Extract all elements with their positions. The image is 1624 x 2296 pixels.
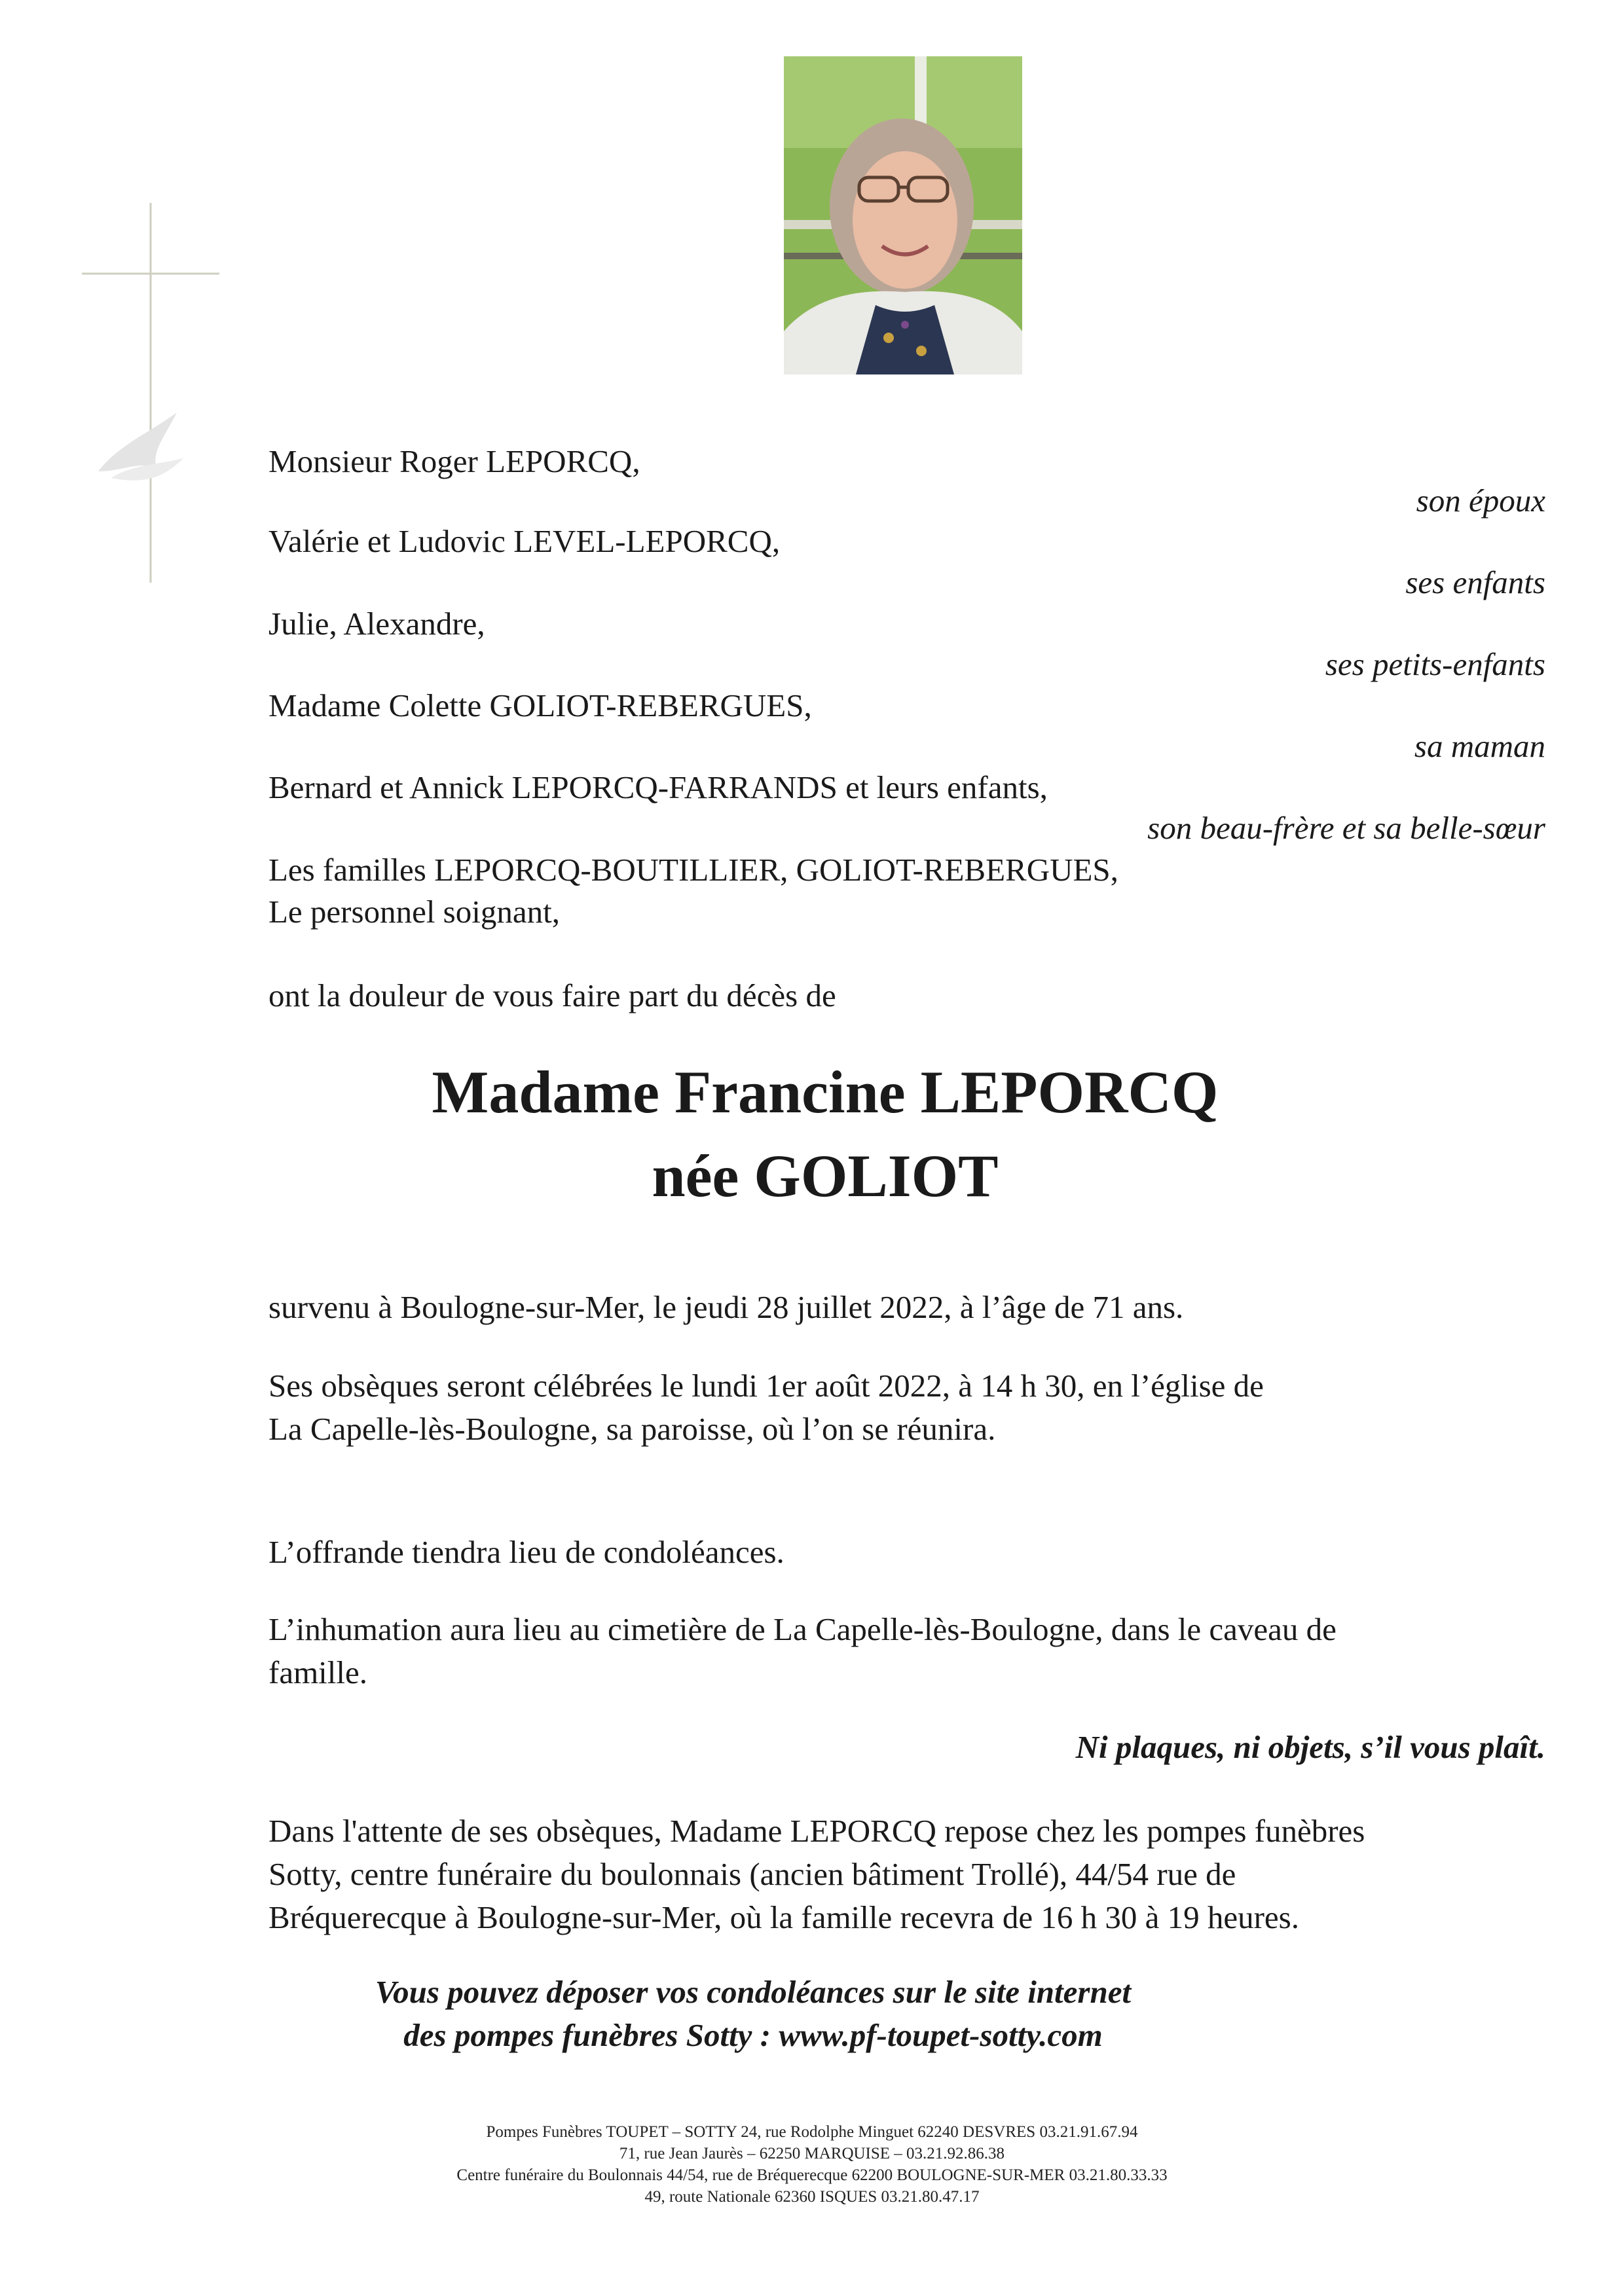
footer-line-3: Centre funéraire du Boulonnais 44/54, rue de Bréquerecque 62200 BOULOGNE-SUR-MER 03.21.80.33.33 [456,2166,1168,2184]
death-info: survenu à Boulogne-sur-Mer, le jeudi 28 juillet 2022, à l’âge de 71 ans. [268,1289,1184,1325]
rest-line-2: Sotty, centre funéraire du boulonnais (ancien bâtiment Trollé), 44/54 rue de [268,1856,1236,1892]
burial-paragraph [268,1608,1337,1694]
family-line-spouse: Monsieur Roger LEPORCQ, [268,443,640,479]
family-line-in-laws: Bernard et Annick LEPORCQ-FARRANDS et leurs enfants, [268,769,1048,805]
family-line-mother: Madame Colette GOLIOT-REBERGUES, [268,687,812,723]
footer-line-1: Pompes Funèbres TOUPET – SOTTY 24, rue Rodolphe Minguet 62240 DESVRES 03.21.91.67.94 [486,2123,1138,2141]
website-line-1: Vous pouvez déposer vos condoléances sur le site internet [375,1974,1132,2010]
role-mother: sa maman [1414,728,1545,764]
role-in-laws: son beau-frère et sa belle-sœur [1147,810,1545,846]
portrait-photo [784,56,1022,374]
offering-text: L’offrande tiendra lieu de condoléances. [268,1534,784,1570]
funeral-line-1: Ses obsèques seront célébrées le lundi 1er août 2022, à 14 h 30, en l’église de [268,1368,1264,1404]
rest-line-1: Dans l'attente de ses obsèques, Madame LEPORCQ repose chez les pompes funèbres [268,1813,1365,1849]
footer-line-2: 71, rue Jean Jaurès – 62250 MARQUISE – 03.21.92.86.38 [619,2145,1005,2162]
family-line-families: Les familles LEPORCQ-BOUTILLIER, GOLIOT-REBERGUES, [268,852,1118,888]
rest-line-3: Bréquerecque à Boulogne-sur-Mer, où la famille recevra de 16 h 30 à 19 heures. [268,1899,1299,1935]
rest-paragraph [268,1810,1365,1939]
deceased-birth-name: née GOLIOT [652,1142,999,1209]
role-grandchildren: ses petits-enfants [1325,646,1545,682]
role-spouse: son époux [1416,483,1545,519]
cross-ornament-icon [72,196,229,602]
burial-line-1: L’inhumation aura lieu au cimetière de La Capelle-lès-Boulogne, dans le caveau de [268,1611,1337,1647]
website-note [0,1971,1506,2057]
family-line-grandchildren: Julie, Alexandre, [268,606,485,642]
funeral-home-footer [0,2121,1624,2208]
footer-line-4: 49, route Nationale 62360 ISQUES 03.21.80.47.17 [644,2188,980,2206]
burial-line-2: famille. [268,1654,368,1690]
website-line-2: des pompes funèbres Sotty : www.pf-toupet-sotty.com [403,2017,1103,2053]
funeral-line-2: La Capelle-lès-Boulogne, sa paroisse, où l’on se réunira. [268,1411,996,1447]
deceased-name: Madame Francine LEPORCQ [432,1059,1219,1125]
family-line-staff: Le personnel soignant, [268,894,560,930]
role-children: ses enfants [1405,564,1545,600]
family-line-children: Valérie et Ludovic LEVEL-LEPORCQ, [268,523,781,559]
funeral-paragraph [268,1364,1264,1451]
announcement-text: ont la douleur de vous faire part du décès de [268,977,836,1013]
no-flowers-note: Ni plaques, ni objets, s’il vous plaît. [1075,1729,1545,1765]
